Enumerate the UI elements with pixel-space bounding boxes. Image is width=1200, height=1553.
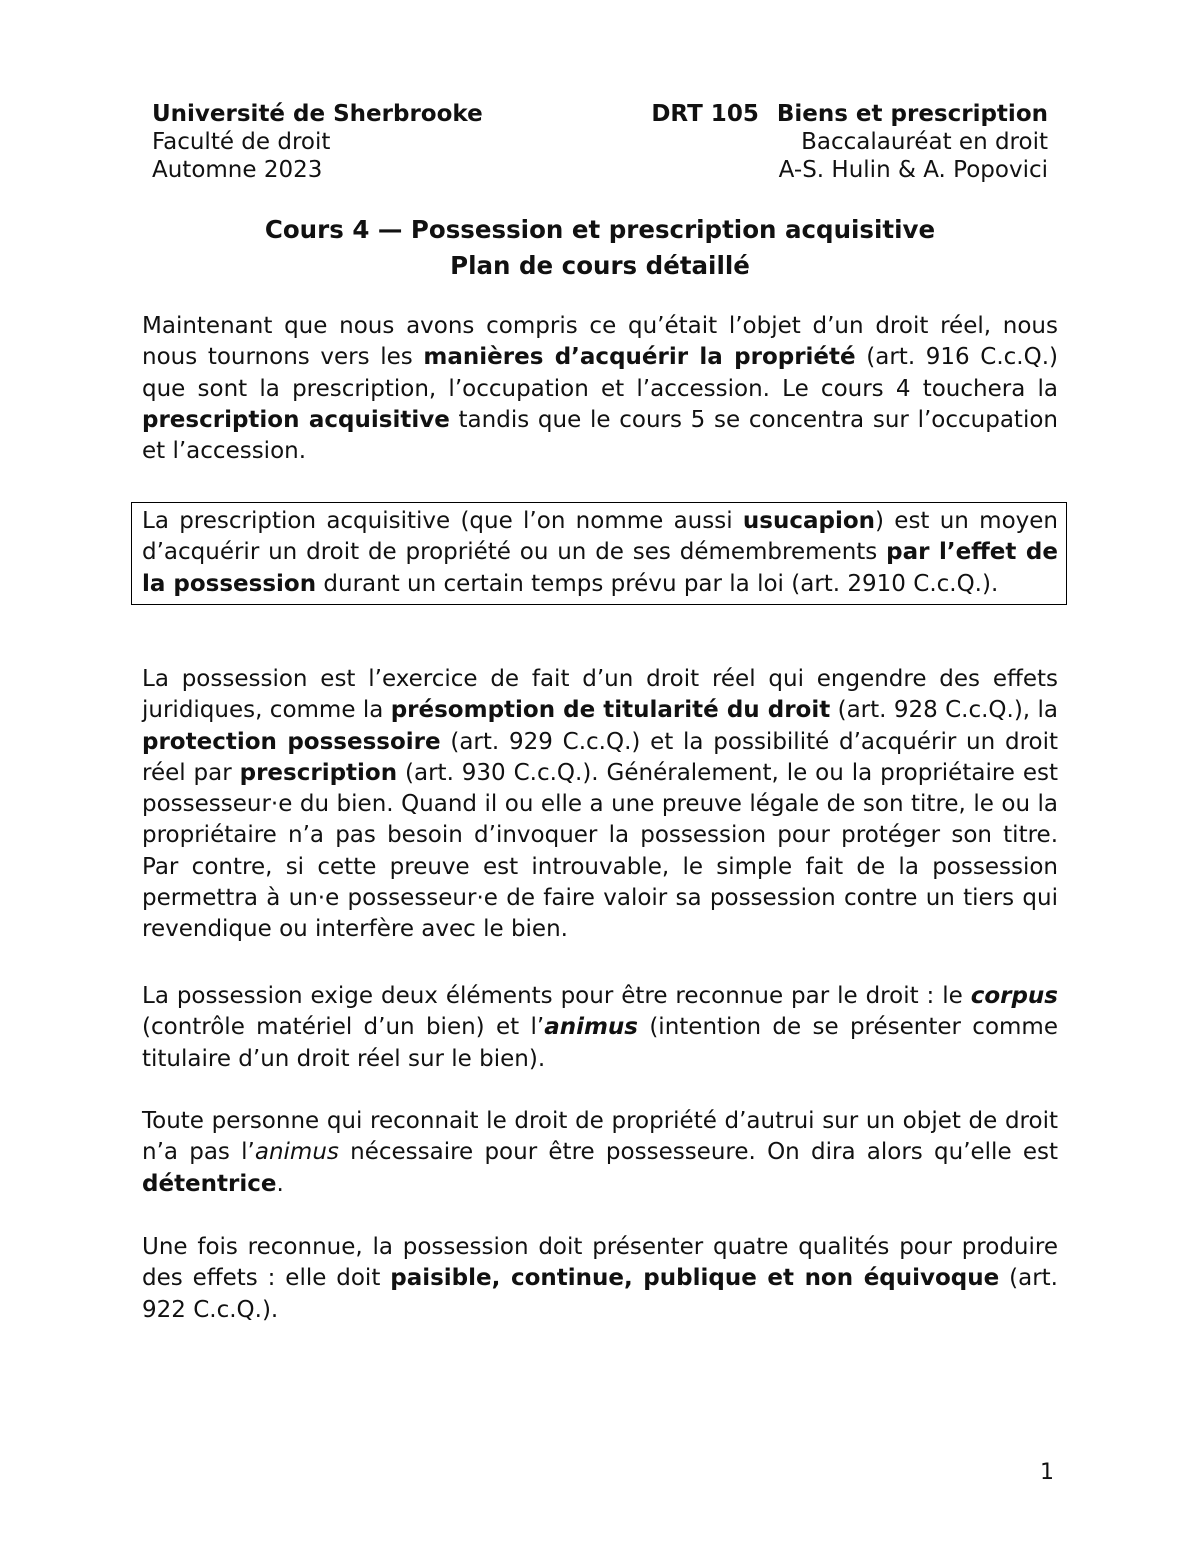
faculty-name: Faculté de droit: [152, 129, 331, 155]
page-number: 1: [1040, 1460, 1054, 1485]
bold-run: paisible, continue, publique et non équivoque: [390, 1265, 1000, 1292]
text-run: .: [276, 1170, 284, 1197]
text-run: nécessaire pour être possesseure. On dira alors qu’elle est: [338, 1139, 1058, 1166]
detention-paragraph: [142, 1106, 1058, 1200]
course-code: DRT 105: [651, 101, 759, 127]
university-name: Université de Sherbrooke: [152, 101, 483, 127]
bold-run: prescription acquisitive: [142, 406, 450, 433]
text-run: La prescription acquisitive (que l’on nomme aussi: [142, 508, 743, 534]
header-row-1: [152, 100, 1048, 128]
document-header: [152, 100, 1048, 184]
elements-paragraph: [142, 981, 1058, 1075]
text-run: tandis que le cours 5 se concentra sur l’occupation et l’accession.: [142, 406, 1058, 465]
program-name: Baccalauréat en droit: [801, 129, 1048, 155]
text-run: (art. 916 C.c.Q.) que sont la prescription, l’occupation et l’accession. Le cours 4 touchera la: [142, 344, 1059, 402]
bold-run: protection possessoire: [142, 728, 441, 755]
course-name: Biens et prescription: [776, 101, 1048, 127]
semester: Automne 2023: [152, 157, 323, 183]
course-heading: [651, 100, 1048, 128]
text-run: La possession est l’exercice de fait d’un droit réel qui engendre des effets juridiques, comme la: [142, 666, 1058, 724]
text-run: Une fois reconnue, la possession doit présenter quatre qualités pour produire des effets : elle doit: [142, 1234, 1058, 1292]
text-run: (art. 930 C.c.Q.). Généralement, le ou la propriétaire est possesseur·e du bien. Quand il ou elle a une preuve légale de son titre, le ou la propriétaire n’a pas besoin d’invoquer la possession pour protéger son titre. Par contre, si cette preuve est introuvable, le simple fait de la possession permettra à un·e possesseur·e de faire valoir sa possession contre un tiers qui revendique ou interfère avec le bien.: [142, 759, 1058, 943]
authors: A-S. Hulin & A. Popovici: [778, 157, 1048, 183]
bold-run: détentrice: [142, 1170, 277, 1197]
text-run: (art. 922 C.c.Q.).: [142, 1265, 1058, 1323]
bold-run: par l’effet de la possession: [142, 539, 1058, 597]
bold-italic-run: animus: [544, 1014, 638, 1041]
text-run: (contrôle matériel d’un bien) et l’: [142, 1014, 545, 1041]
text-run: (intention de se présenter comme titulaire d’un droit réel sur le bien).: [142, 1014, 1058, 1072]
qualities-paragraph: [142, 1232, 1058, 1326]
intro-paragraph: [142, 311, 1058, 467]
bold-run: prescription: [239, 759, 398, 786]
bold-italic-run: corpus: [970, 983, 1058, 1009]
bold-run: présomption de titularité du droit: [390, 697, 831, 724]
text-run: Toute personne qui reconnait le droit de propriété d’autrui sur un objet de droit n’a pas l’: [142, 1108, 1058, 1166]
text-run: Maintenant que nous avons compris ce qu’était l’objet d’un droit réel, nous nous tournons vers les: [142, 313, 1058, 371]
text-run: (art. 929 C.c.Q.) et la possibilité d’acquérir un droit réel par: [142, 728, 1058, 786]
text-run: (art. 928 C.c.Q.), la: [830, 697, 1058, 724]
header-row-3: [152, 156, 1048, 184]
document-titles: [0, 212, 1200, 284]
document-subtitle: Plan de cours détaillé: [450, 251, 750, 280]
document-title: Cours 4 — Possession et prescription acquisitive: [264, 215, 936, 244]
definition-box: [131, 502, 1067, 605]
header-row-2: [152, 128, 1048, 156]
bold-run: manières d’acquérir la propriété: [423, 344, 856, 371]
text-run: durant un certain temps prévu par la loi (art. 2910 C.c.Q.).: [316, 570, 999, 597]
bold-run: usucapion: [742, 508, 876, 534]
italic-run: animus: [254, 1139, 339, 1166]
text-run: ) est un moyen d’acquérir un droit de propriété ou un de ses démembrements: [142, 508, 1058, 566]
possession-paragraph: [142, 664, 1058, 946]
text-run: La possession exige deux éléments pour être reconnue par le droit : le: [142, 983, 971, 1009]
